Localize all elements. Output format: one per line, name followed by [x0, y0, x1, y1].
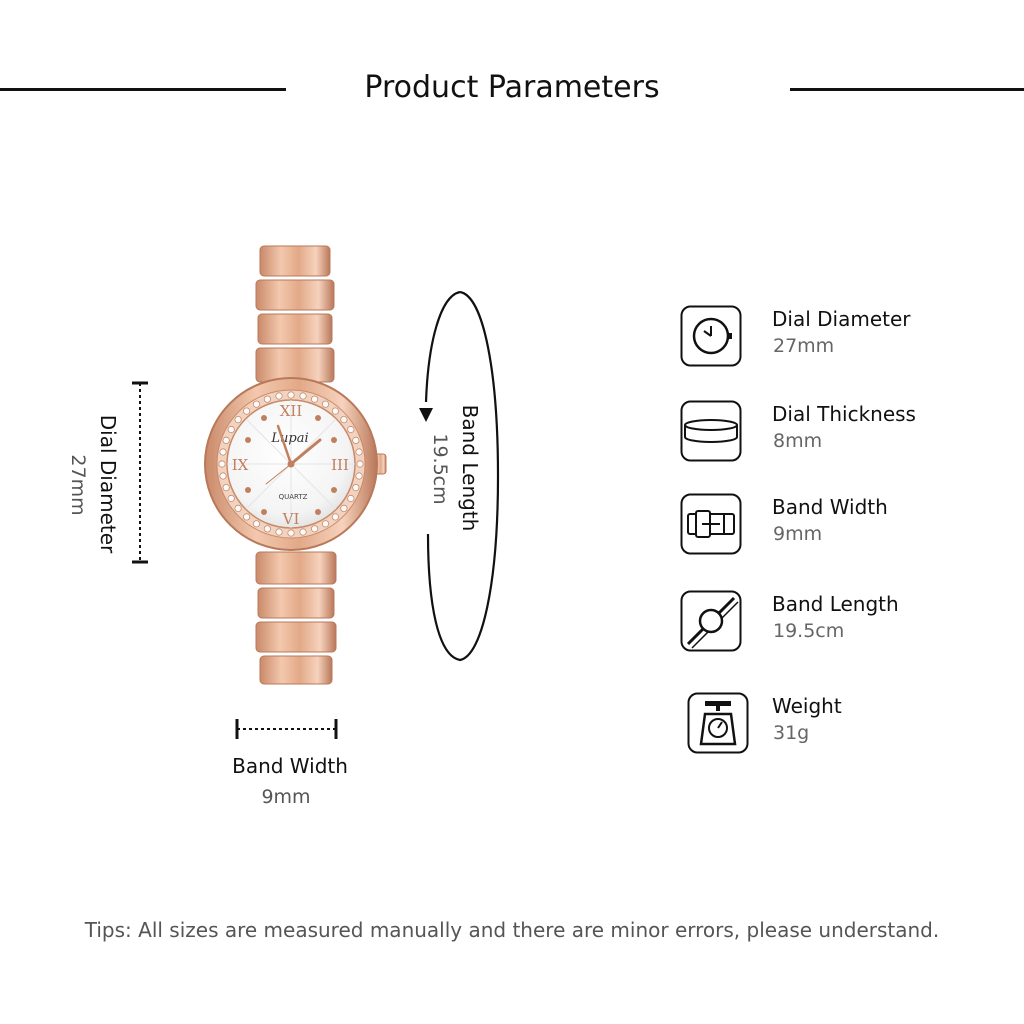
band-width-dimension-value: 9mm: [261, 786, 311, 808]
spec-name: Dial Diameter: [772, 307, 911, 331]
spec-value: 31g: [773, 722, 810, 744]
dial-text: QUARTZ: [278, 493, 308, 501]
rhinestone: [264, 526, 270, 532]
scale-icon: [687, 692, 749, 754]
rhinestone: [353, 437, 359, 443]
rhinestone: [253, 521, 259, 527]
rhinestone: [264, 396, 270, 402]
band-width-dimension-line: [234, 716, 340, 742]
disc-thickness-icon: [680, 400, 742, 462]
rhinestone: [243, 408, 249, 414]
upper-band: [256, 246, 334, 382]
dial-diameter-dimension-label: Dial Diameter: [96, 414, 120, 554]
rhinestone: [235, 505, 241, 511]
numeral-top: XII: [279, 402, 303, 420]
numeral-bottom: VI: [282, 510, 300, 528]
dial-diameter-dimension-value: 27mm: [67, 454, 89, 516]
rhinestone: [353, 484, 359, 490]
rhinestone: [341, 416, 347, 422]
rhinestone: [322, 521, 328, 527]
band-length-dimension-label: Band Length: [458, 404, 482, 532]
spec-value: 27mm: [773, 335, 835, 357]
rhinestone: [223, 484, 229, 490]
rhinestone: [219, 461, 225, 467]
rhinestone: [288, 530, 294, 536]
brand-logo: Lupai: [271, 431, 309, 446]
numeral-right: III: [331, 456, 349, 474]
page-title: Product Parameters: [364, 70, 660, 105]
rhinestone: [228, 495, 234, 501]
spec-value: 9mm: [773, 523, 823, 545]
strap-buckle-icon: [680, 493, 742, 555]
spec-value: 8mm: [773, 430, 823, 452]
rhinestone: [332, 408, 338, 414]
watch-strap-icon: [680, 590, 742, 652]
tips-text: Tips: All sizes are measured manually and there are minor errors, please understand.: [84, 918, 940, 942]
rhinestone: [341, 505, 347, 511]
rhinestone: [311, 526, 317, 532]
spec-name: Band Width: [772, 495, 888, 519]
numeral-left: IX: [231, 456, 249, 474]
rhinestone: [220, 473, 226, 479]
rhinestone: [356, 449, 362, 455]
rhinestone: [235, 416, 241, 422]
lower-band: [256, 552, 336, 684]
rhinestone: [332, 514, 338, 520]
band-length-dimension-value: 19.5cm: [429, 433, 451, 505]
rhinestone: [348, 426, 354, 432]
rhinestone: [228, 426, 234, 432]
spec-name: Weight: [772, 694, 842, 718]
rhinestone: [288, 392, 294, 398]
clock-icon: [680, 305, 742, 367]
dial-diameter-dimension-line: [128, 380, 152, 566]
spec-name: Band Length: [772, 592, 899, 616]
spec-value: 19.5cm: [773, 620, 845, 642]
rhinestone: [300, 393, 306, 399]
rhinestone: [276, 529, 282, 535]
band-width-dimension-label: Band Width: [232, 754, 348, 778]
rhinestone: [348, 495, 354, 501]
rhinestone: [276, 393, 282, 399]
watch-image: [196, 240, 396, 690]
rhinestone: [311, 396, 317, 402]
rhinestone: [356, 473, 362, 479]
rhinestone: [243, 514, 249, 520]
spec-name: Dial Thickness: [772, 402, 916, 426]
rhinestone: [253, 401, 259, 407]
rhinestone: [322, 401, 328, 407]
rhinestone: [220, 449, 226, 455]
rhinestone: [357, 461, 363, 467]
rhinestone: [300, 529, 306, 535]
rhinestone: [223, 437, 229, 443]
